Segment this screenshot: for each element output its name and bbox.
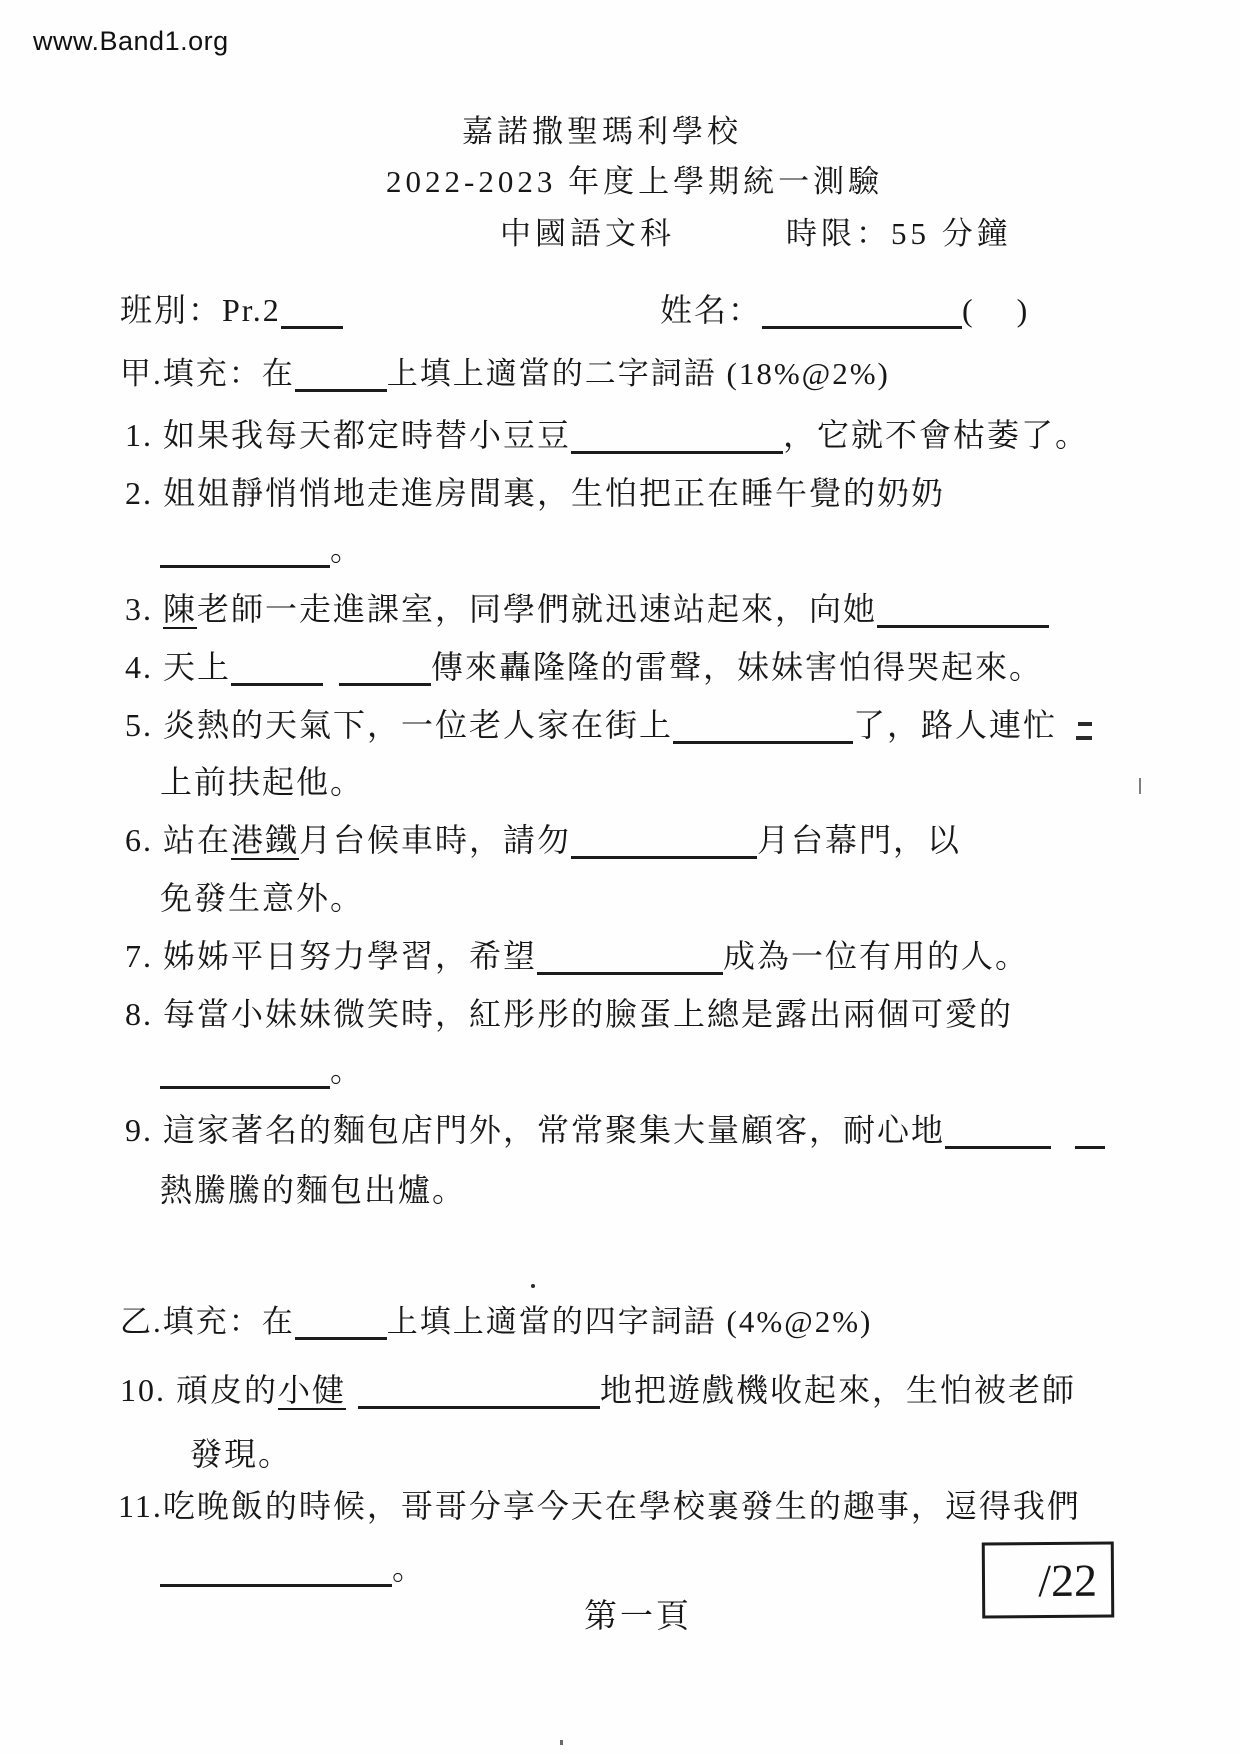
text-run: 。 (392, 1550, 427, 1586)
question-3 (125, 587, 1049, 631)
text-run: 。 (330, 1052, 365, 1088)
question-10-line-2 (190, 1432, 292, 1476)
time-limit: 時限：55 分鐘 (786, 216, 1012, 251)
text-run: 姓名： (660, 292, 763, 328)
score-total: /22 (1038, 1554, 1098, 1606)
text-run: ，它就不會枯萎了。 (783, 417, 1090, 453)
text-run: 月台候車時，請勿 (299, 822, 572, 858)
text-run: 甲.填充：在 (120, 356, 295, 391)
scan-artifact-dash (1076, 736, 1092, 740)
question-2-line-1 (125, 471, 945, 515)
fill-in-blank (160, 536, 330, 568)
spacer (346, 1391, 358, 1401)
question-9-line-1 (125, 1108, 1105, 1152)
fill-in-blank (877, 596, 1049, 628)
fill-in-blank (339, 654, 431, 686)
text-run: 6. 站在 (125, 822, 232, 858)
text-run: ) (1016, 292, 1030, 328)
scan-artifact-dash (1078, 722, 1092, 726)
question-8-line-2 (160, 1048, 364, 1092)
question-5-line-1 (125, 703, 1057, 747)
page-number: 第一頁 (584, 1599, 692, 1635)
text-run: 乙.填充：在 (120, 1304, 295, 1339)
text-run: 10. 頑皮的 (120, 1372, 279, 1408)
text-run: 熱騰騰的麵包出爐。 (160, 1172, 467, 1208)
fill-in-blank (571, 422, 783, 454)
text-run: 傳來轟隆隆的雷聲，妹妹害怕得哭起來。 (431, 649, 1044, 685)
spacer (323, 668, 339, 678)
fill-in-blank (1075, 1117, 1105, 1149)
text-run: 1. 如果我每天都定時替小豆豆 (125, 417, 572, 453)
fill-in-blank (571, 827, 757, 859)
text-run: 班別：Pr.2 (120, 292, 281, 328)
exam-title: 2022-2023 年度上學期統一測驗 (386, 164, 884, 199)
fill-in-blank (762, 297, 962, 329)
section-b-heading (120, 1300, 872, 1344)
scan-artifact-dot (531, 1284, 535, 1288)
text-run: 9. 這家著名的麵包店門外，常常聚集大量顧客，耐心地 (125, 1112, 946, 1148)
text-run: 11.吃晚飯的時候，哥哥分享今天在學校裏發生的趣事，逗得我們 (118, 1488, 1081, 1524)
question-1 (125, 413, 1089, 457)
fill-in-blank (945, 1117, 1051, 1149)
text-run: 5. 炎熱的天氣下，一位老人家在街上 (125, 707, 674, 743)
text-run: 了，路人連忙 (853, 707, 1058, 743)
fill-in-blank (673, 712, 853, 744)
question-6-line-2 (160, 876, 364, 920)
text-run: 。 (330, 531, 365, 567)
question-2-line-2 (160, 527, 364, 571)
text-run: 上填上適當的二字詞語 (18%@2%) (386, 356, 890, 391)
fill-in-blank (231, 654, 323, 686)
question-10-line-1 (120, 1368, 1076, 1412)
score-box (982, 1542, 1115, 1619)
section-a-heading (120, 352, 890, 396)
question-9-line-2 (160, 1168, 466, 1212)
fill-in-blank (160, 1555, 392, 1587)
underlined-word: 港鐵 (231, 822, 300, 858)
fill-in-blank (160, 1057, 330, 1089)
text-run: 發現。 (190, 1436, 293, 1472)
question-4 (125, 645, 1043, 689)
text-run: 月台幕門，以 (757, 822, 962, 858)
subject-title: 中國語文科 (500, 216, 675, 251)
question-7 (125, 934, 1029, 978)
fill-in-blank (281, 297, 343, 329)
text-run: 4. 天上 (125, 649, 232, 685)
spacer (1051, 1131, 1075, 1141)
text-run: 上前扶起他。 (160, 764, 365, 800)
text-run: ( (962, 292, 975, 328)
text-run: 老師一走進課室，同學們就迅速站起來，向她 (197, 591, 878, 627)
text-run: 地把遊戲機收起來，生怕被老師 (600, 1372, 1077, 1408)
underlined-word: 陳 (163, 591, 198, 627)
scan-artifact-tick (1139, 778, 1141, 794)
school-name: 嘉諾撒聖瑪利學校 (462, 114, 742, 149)
fill-in-blank (358, 1377, 600, 1409)
question-11-line-1 (118, 1484, 1081, 1528)
text-run: 3. (125, 591, 163, 627)
name-field (660, 288, 1029, 332)
question-5-line-2 (160, 760, 364, 804)
text-run: 2. 姐姐靜悄悄地走進房間裏，生怕把正在睡午覺的奶奶 (125, 475, 946, 511)
scan-artifact-dot (560, 1740, 563, 1745)
text-run: 上填上適當的四字詞語 (4%@2%) (386, 1304, 873, 1339)
question-11-line-2 (160, 1546, 426, 1590)
fill-in-blank (295, 1308, 387, 1340)
fill-in-blank (295, 360, 387, 392)
text-run: 7. 姊姊平日努力學習，希望 (125, 938, 538, 974)
text-run: 成為一位有用的人。 (723, 938, 1030, 974)
question-8-line-1 (125, 992, 1013, 1036)
fill-in-blank (537, 943, 723, 975)
text-run: 8. 每當小妹妹微笑時，紅彤彤的臉蛋上總是露出兩個可愛的 (125, 996, 1014, 1032)
question-6-line-1 (125, 818, 961, 862)
underlined-word: 小健 (278, 1372, 347, 1408)
watermark-url: www.Band1.org (33, 26, 229, 56)
spacer (975, 311, 1017, 321)
text-run: 免發生意外。 (160, 880, 365, 916)
class-field (120, 288, 343, 332)
